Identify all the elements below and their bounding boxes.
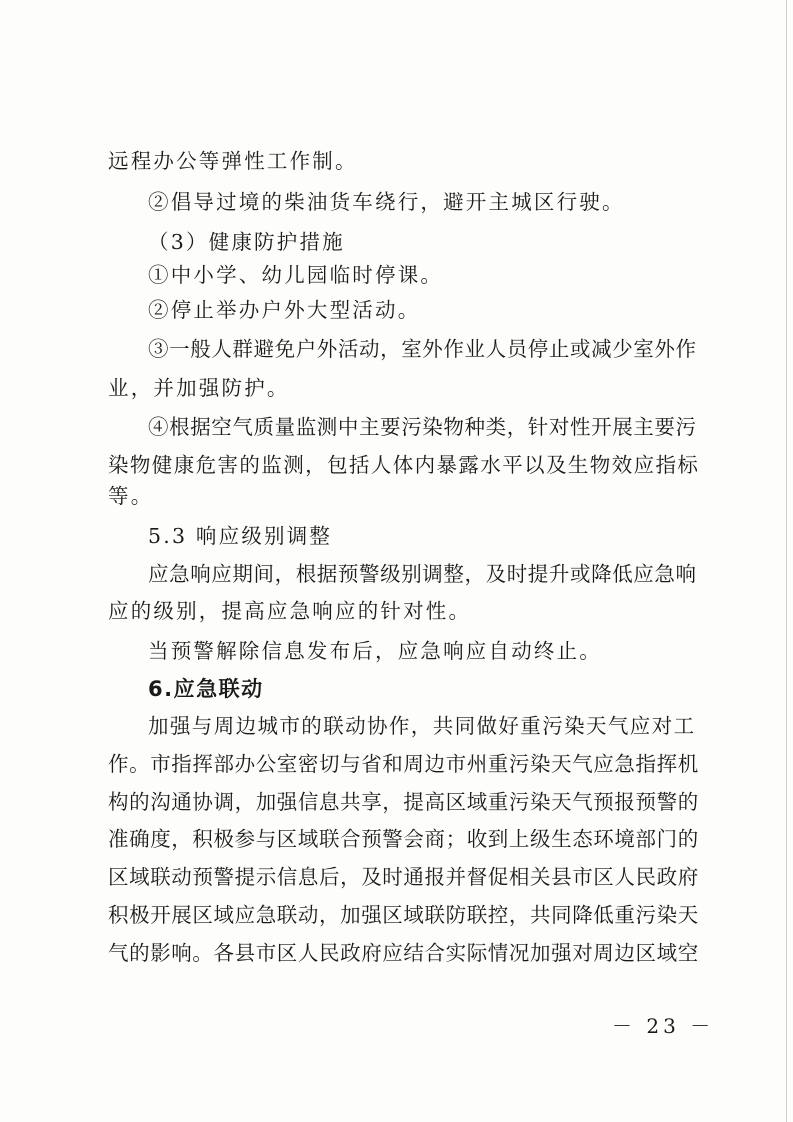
text-line: 加强与周边城市的联动协作，共同做好重污染天气应对工	[148, 714, 696, 738]
text-line: 构的沟通协调，加强信息共享，提高区域重污染天气预报预警的	[108, 790, 699, 814]
text-line: 气的影响。各县市区人民政府应结合实际情况加强对周边区域空	[108, 941, 699, 965]
page-edge-line	[786, 0, 787, 1122]
text-line: ④根据空气质量监测中主要污染物种类，针对性开展主要污	[148, 415, 697, 439]
section-subheading: 5.3 响应级别调整	[148, 524, 333, 548]
page-number: － 23 －	[612, 1014, 715, 1038]
section-heading: 6.应急联动	[148, 677, 264, 701]
text-line: ②倡导过境的柴油货车绕行，避开主城区行驶。	[148, 190, 625, 214]
text-line: 积极开展区域应急联动，加强区域联防联控，共同降低重污染天	[108, 903, 699, 927]
text-line: （3）健康防护措施	[148, 230, 345, 254]
text-line: 染物健康危害的监测，包括人体内暴露水平以及生物效应指标	[108, 453, 700, 477]
text-line: 应急响应期间，根据预警级别调整，及时提升或降低应急响	[148, 562, 697, 586]
text-line: 远程办公等弹性工作制。	[108, 149, 358, 173]
text-line: ②停止举办户外大型活动。	[148, 298, 421, 322]
text-line: 作。市指挥部办公室密切与省和周边市州重污染天气应急指挥机	[108, 752, 699, 776]
text-line: ③一般人群避免户外活动，室外作业人员停止或减少室外作	[148, 337, 697, 361]
text-line: 准确度，积极参与区域联合预警会商；收到上级生态环境部门的	[108, 827, 699, 851]
text-line: 应的级别，提高应急响应的针对性。	[108, 599, 472, 623]
text-line: 业，并加强防护。	[108, 376, 290, 400]
text-line: ①中小学、幼儿园临时停课。	[148, 263, 444, 287]
text-line: 当预警解除信息发布后，应急响应自动终止。	[148, 639, 602, 663]
text-line: 区域联动预警提示信息后，及时通报并督促相关县市区人民政府	[108, 865, 699, 889]
text-line: 等。	[108, 484, 154, 508]
